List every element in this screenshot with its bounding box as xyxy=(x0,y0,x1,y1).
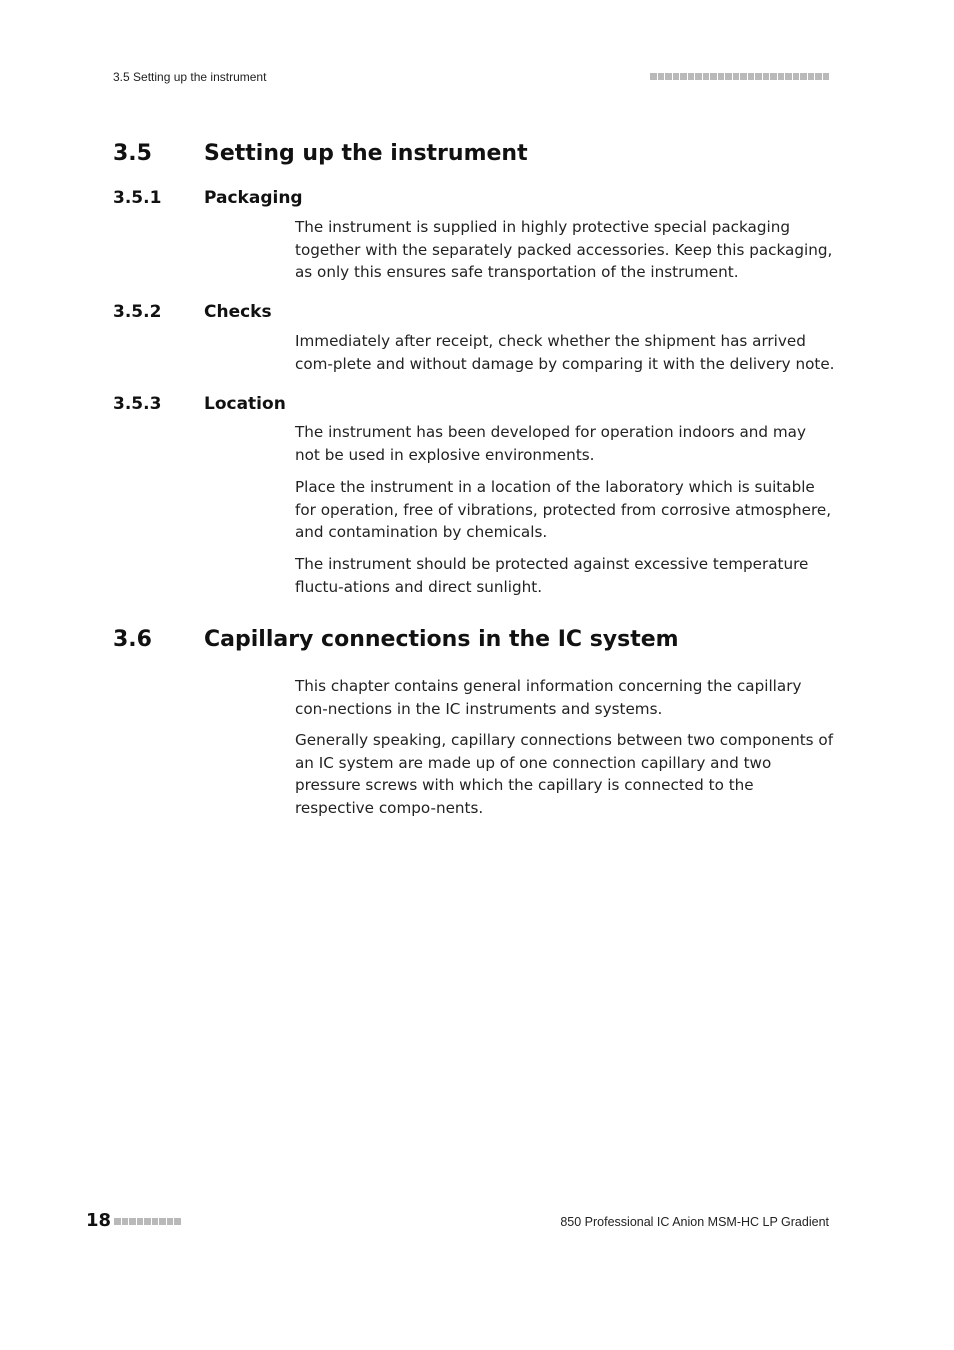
paragraph: This chapter contains general information concerning the capillary con-nections in the IC instruments and systems. xyxy=(295,677,802,718)
heading-number: 3.5.2 xyxy=(113,302,162,322)
paragraph: The instrument should be protected against excessive temperature fluctu-ations and direct sunlight. xyxy=(295,555,809,596)
document-title: 850 Professional IC Anion MSM-HC LP Gradient xyxy=(560,1215,829,1229)
heading-number: 3.5.1 xyxy=(113,188,162,208)
footer-decoration xyxy=(114,1218,181,1225)
heading-number: 3.5 xyxy=(113,141,152,166)
page-number: 18 xyxy=(86,1210,112,1231)
heading-title: Checks xyxy=(204,302,272,322)
heading-title: Capillary connections in the IC system xyxy=(204,627,679,652)
paragraph: The instrument has been developed for operation indoors and may not be used in explosive environments. xyxy=(295,423,806,464)
heading-title: Location xyxy=(204,394,286,414)
paragraph: Generally speaking, capillary connections between two components of an IC system are made up of one connection capillary and two pressure screws with which the capillary is connected to the respective compo-nents. xyxy=(295,731,834,817)
paragraph: The instrument is supplied in highly protective special packaging together with the separately packed accessories. Keep this packaging, as only this ensures safe transportation of the instrument. xyxy=(295,218,833,281)
heading-number: 3.6 xyxy=(113,627,152,652)
heading-3-5-2 xyxy=(113,302,272,322)
paragraph: Place the instrument in a location of the laboratory which is suitable for operation, free of vibrations, protected from corrosive atmosphere, and contamination by chemicals. xyxy=(295,478,832,541)
heading-3-5-3 xyxy=(113,394,286,414)
heading-3-5-1 xyxy=(113,188,303,208)
paragraph: Immediately after receipt, check whether the shipment has arrived com-plete and without damage by comparing it with the delivery note. xyxy=(295,332,835,373)
heading-3-5 xyxy=(113,141,528,166)
running-header: 3.5 Setting up the instrument xyxy=(113,70,267,84)
heading-title: Packaging xyxy=(204,188,303,208)
header-decoration xyxy=(650,73,829,80)
heading-title: Setting up the instrument xyxy=(204,141,528,166)
heading-number: 3.5.3 xyxy=(113,394,162,414)
heading-3-6 xyxy=(113,627,679,652)
